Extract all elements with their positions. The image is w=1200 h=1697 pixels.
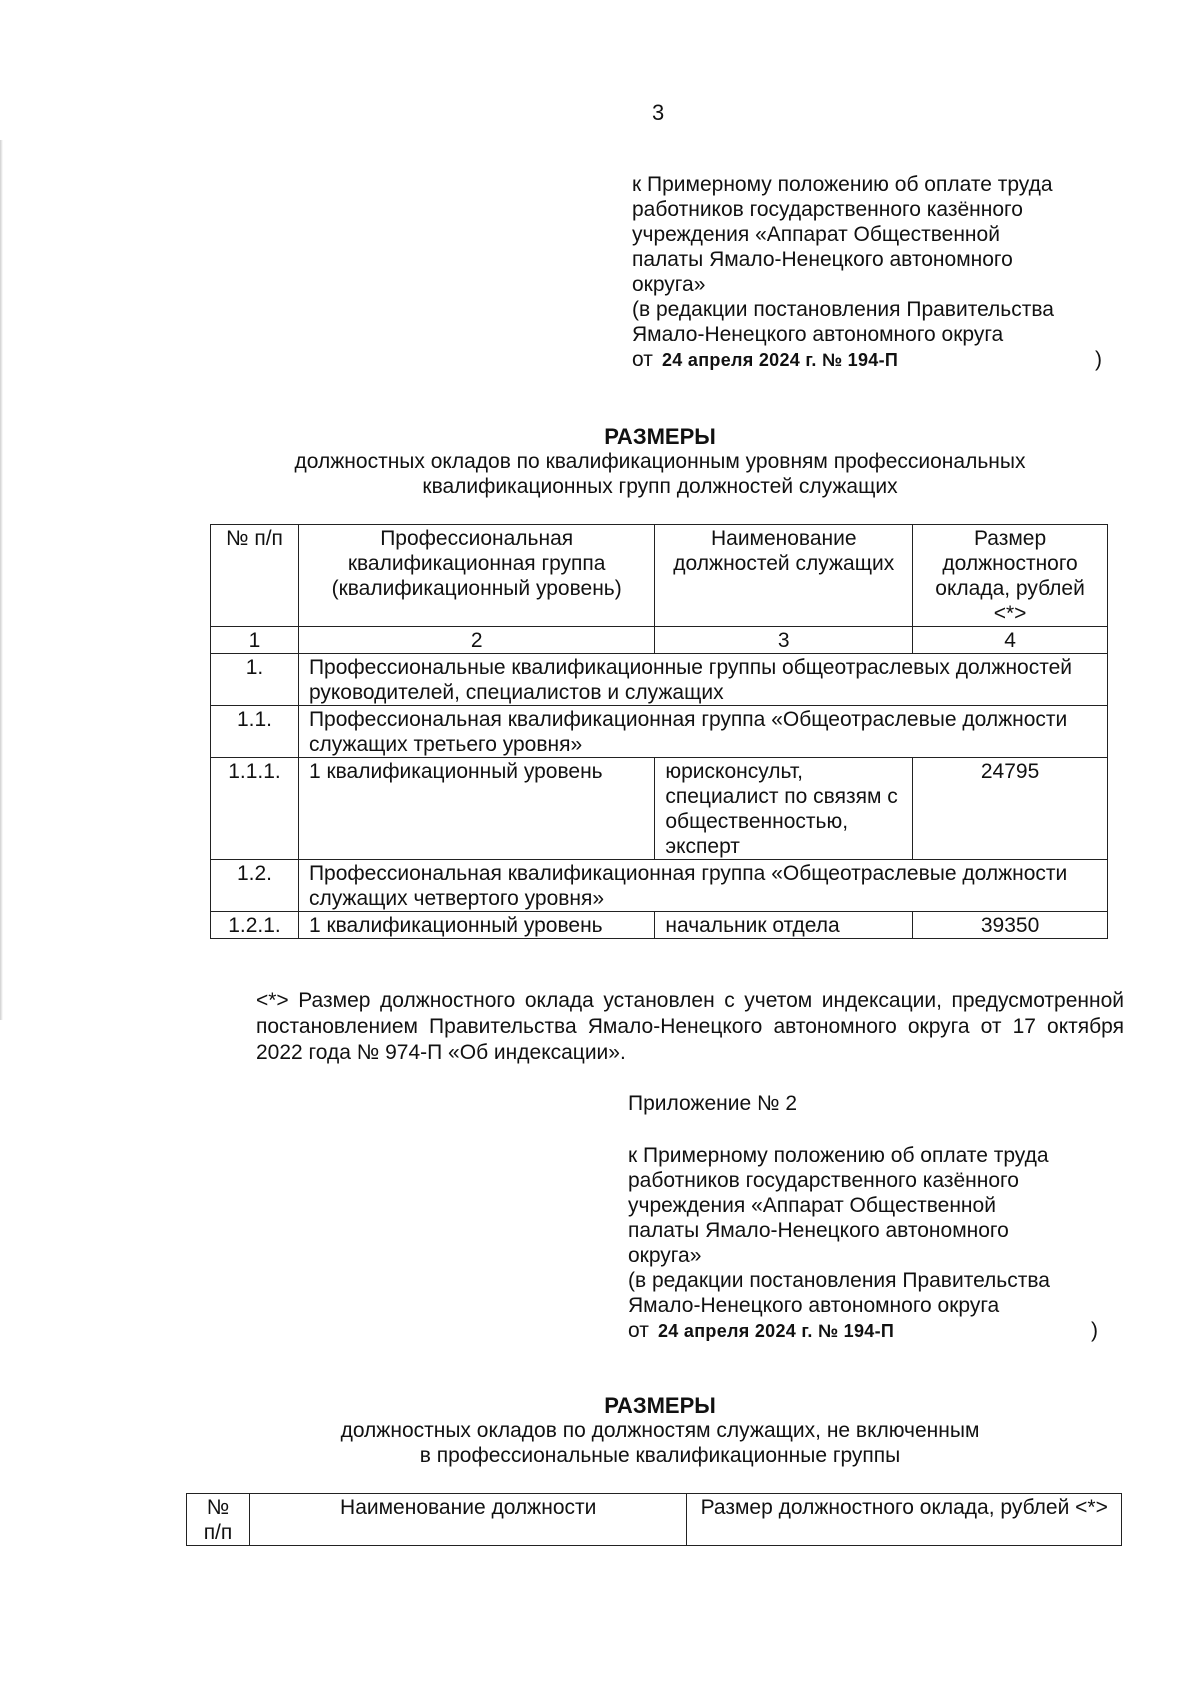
column-number: 1: [211, 627, 299, 654]
row-number: 1.2.: [211, 860, 299, 912]
positions-cell: юрисконсульт, специалист по связям с общественностью, эксперт: [655, 758, 913, 860]
column-number: 4: [913, 627, 1108, 654]
annex-line: к Примерному положению об оплате труда: [632, 173, 1053, 196]
table-row: [211, 860, 1108, 912]
salary-cell: 24795: [913, 758, 1108, 860]
group-title-cell: Профессиональная квалификационная группа «Общеотраслевые должности служащих третьего уровня»: [298, 706, 1107, 758]
qualification-level-cell: 1 квалификационный уровень: [298, 758, 654, 860]
header-cell-salary: Размер должностного оклада, рублей <*>: [913, 525, 1108, 627]
table-row: [211, 912, 1108, 939]
closing-paren: ): [1091, 1319, 1098, 1342]
annex-line: работников государственного казённого: [628, 1169, 1019, 1192]
header-cell-number: № п/п: [211, 525, 299, 627]
section-subtitle-line: должностных окладов по должностям служащих, не включенным: [340, 1419, 980, 1442]
positions-cell: начальник отдела: [655, 912, 913, 939]
section-title: РАЗМЕРЫ: [604, 424, 716, 449]
column-number: 2: [298, 627, 654, 654]
table-row: [211, 654, 1108, 706]
annex-line: округа»: [628, 1244, 702, 1267]
qualification-level-cell: 1 квалификационный уровень: [298, 912, 654, 939]
column-number: 3: [655, 627, 913, 654]
resolution-date: 24 апреля 2024 г. № 194-П: [658, 1321, 895, 1341]
group-title-cell: Профессиональная квалификационная группа «Общеотраслевые должности служащих четвертого уровня»: [298, 860, 1107, 912]
section-subtitle-line: в профессиональные квалификационные группы: [419, 1444, 901, 1467]
annex-line: округа»: [632, 273, 706, 296]
row-number: 1.: [211, 654, 299, 706]
annex-line: к Примерному положению об оплате труда: [628, 1144, 1049, 1167]
annex-line: палаты Ямало-Ненецкого автономного: [632, 248, 1013, 271]
salary-table-qualification-groups: [210, 524, 1108, 939]
page-number: 3: [652, 100, 665, 125]
annex-reference-1: [632, 172, 1102, 372]
header-cell-group: Профессиональная квалификационная группа (квалификационный уровень): [298, 525, 654, 627]
annex-line: учреждения «Аппарат Общественной: [628, 1194, 996, 1217]
resolution-date-line: [628, 1318, 1098, 1343]
salary-cell: 39350: [913, 912, 1108, 939]
date-prefix: от: [628, 1319, 649, 1342]
annex-line: (в редакции постановления Правительства: [628, 1269, 1050, 1292]
section-title-block-1: [200, 424, 1120, 499]
annex-line: Ямало-Ненецкого автономного округа: [632, 323, 1004, 346]
annex-line: Ямало-Ненецкого автономного округа: [628, 1294, 1000, 1317]
row-number: 1.1.1.: [211, 758, 299, 860]
table-header-row: [211, 525, 1108, 627]
annex-line: палаты Ямало-Ненецкого автономного: [628, 1219, 1009, 1242]
footnote-indexation: [188, 988, 1124, 1066]
column-number-row: [211, 627, 1108, 654]
table-row: [211, 758, 1108, 860]
row-number: 1.2.1.: [211, 912, 299, 939]
header-cell-number: № п/п: [187, 1494, 250, 1546]
section-subtitle-line: должностных окладов по квалификационным уровням профессиональных: [294, 450, 1026, 473]
resolution-date: 24 апреля 2024 г. № 194-П: [662, 350, 899, 370]
group-title-cell: Профессиональные квалификационные группы общеотраслевых должностей руководителей, специалистов и служащих: [298, 654, 1107, 706]
footnote-text: <*> Размер должностного оклада установлен с учетом индексации, предусмотренной постановлением Правительства Ямало-Ненецкого автономного округа от 17 октября 2022 года № 974-П «Об индексации».: [256, 989, 1124, 1064]
header-cell-position: Наименование должности: [249, 1494, 687, 1546]
row-number: 1.1.: [211, 706, 299, 758]
annex-line: работников государственного казённого: [632, 198, 1023, 221]
salary-table-other-positions: [186, 1493, 1122, 1546]
resolution-date-line: [632, 347, 1102, 372]
header-cell-positions: Наименование должностей служащих: [655, 525, 913, 627]
header-cell-salary: Размер должностного оклада, рублей <*>: [687, 1494, 1122, 1546]
date-prefix: от: [632, 348, 653, 371]
annex-line: (в редакции постановления Правительства: [632, 298, 1054, 321]
appendix-2-label: Приложение № 2: [628, 1092, 798, 1115]
section-title-block-2: [200, 1393, 1120, 1468]
table-header-row: [187, 1494, 1122, 1546]
closing-paren: ): [1095, 348, 1102, 371]
scan-edge-shadow: [0, 140, 3, 1020]
section-title: РАЗМЕРЫ: [604, 1393, 716, 1418]
section-subtitle-line: квалификационных групп должностей служащих: [422, 475, 898, 498]
table-row: [211, 706, 1108, 758]
annex-reference-2: [628, 1143, 1098, 1343]
annex-line: учреждения «Аппарат Общественной: [632, 223, 1000, 246]
